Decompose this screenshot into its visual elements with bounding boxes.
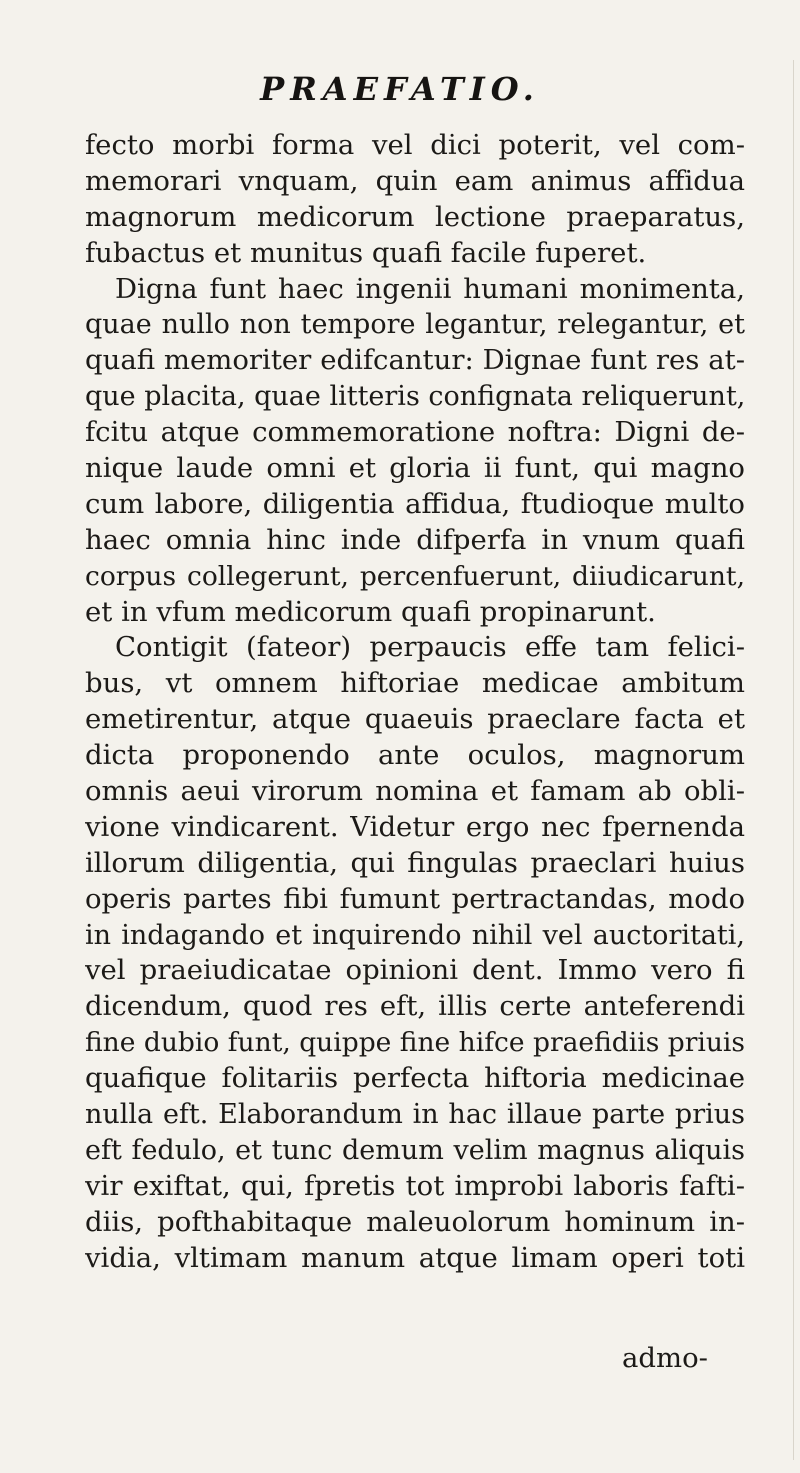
text-line: emetirentur, atque quaeuis praeclare facta et bbox=[85, 703, 745, 736]
text-line: haec omnia hinc inde difperfa in vnum quafi bbox=[85, 523, 745, 556]
text-line: fine dubio funt, quippe fine hifce praefidiis priuis bbox=[85, 1027, 745, 1059]
text-line: dicendum, quod res eft, illis certe anteferendi bbox=[85, 990, 745, 1023]
text-line: operis partes fibi fumunt pertractandas, modo bbox=[85, 882, 745, 915]
text-line: fubactus et munitus quafi facile fuperet. bbox=[85, 236, 647, 269]
text-line: que placita, quae litteris confignata reliquerunt, bbox=[85, 381, 745, 413]
text-line: quae nullo non tempore legantur, relegantur, et bbox=[85, 309, 745, 341]
text-line: vione vindicarent. Videtur ergo nec fpernenda bbox=[85, 810, 745, 843]
text-line: Contigit (fateor) perpaucis effe tam felici- bbox=[115, 631, 745, 664]
text-line: nique laude omni et gloria ii funt, qui magno bbox=[85, 452, 745, 485]
text-line: fecto morbi forma vel dici poterit, vel com- bbox=[85, 129, 745, 161]
text-line: vel praeiudicatae opinioni dent. Immo vero fi bbox=[85, 954, 745, 987]
text-line: corpus collegerunt, percenfuerunt, diiudicarunt, bbox=[85, 560, 745, 592]
text-line: illorum diligentia, qui fingulas praeclari huius bbox=[85, 846, 745, 879]
text-line: vidia, vltimam manum atque limam operi toti bbox=[85, 1241, 745, 1274]
text-line: quafi memoriter edifcantur: Dignae funt res at- bbox=[85, 344, 745, 377]
body-text bbox=[85, 128, 745, 1277]
text-line: eft fedulo, et tunc demum velim magnus aliquis bbox=[85, 1134, 745, 1166]
text-line: Digna funt haec ingenii humani monimenta, bbox=[115, 272, 745, 305]
text-line: fcitu atque commemoratione noftra: Digni de- bbox=[85, 416, 745, 449]
text-line: bus, vt omnem hiftoriae medicae ambitum bbox=[85, 667, 745, 700]
text-line: magnorum medicorum lectione praeparatus, bbox=[85, 200, 745, 233]
text-line: quafique folitariis perfecta hiftoria medicinae bbox=[85, 1062, 745, 1095]
text-line: et in vfum medicorum quafi propinarunt. bbox=[85, 595, 656, 628]
text-line: cum labore, diligentia affidua, ftudioque multo bbox=[85, 487, 745, 520]
text-line: vir exiftat, qui, fpretis tot improbi laboris fafti- bbox=[85, 1169, 745, 1202]
text-line: diis, pofthabitaque maleuolorum hominum in- bbox=[85, 1205, 745, 1238]
text-line: memorari vnquam, quin eam animus affidua bbox=[85, 164, 745, 197]
text-line: nulla eft. Elaborandum in hac illaue parte prius bbox=[85, 1099, 745, 1131]
page-edge bbox=[793, 60, 794, 1460]
catchword: admo- bbox=[622, 1342, 708, 1374]
text-line: dicta proponendo ante oculos, magnorum bbox=[85, 739, 745, 772]
text-line: in indagando et inquirendo nihil vel auctoritati, bbox=[85, 919, 745, 951]
text-line: omnis aeui virorum nomina et famam ab obli- bbox=[85, 775, 745, 808]
page-header-title: PRAEFATIO. bbox=[260, 70, 540, 108]
